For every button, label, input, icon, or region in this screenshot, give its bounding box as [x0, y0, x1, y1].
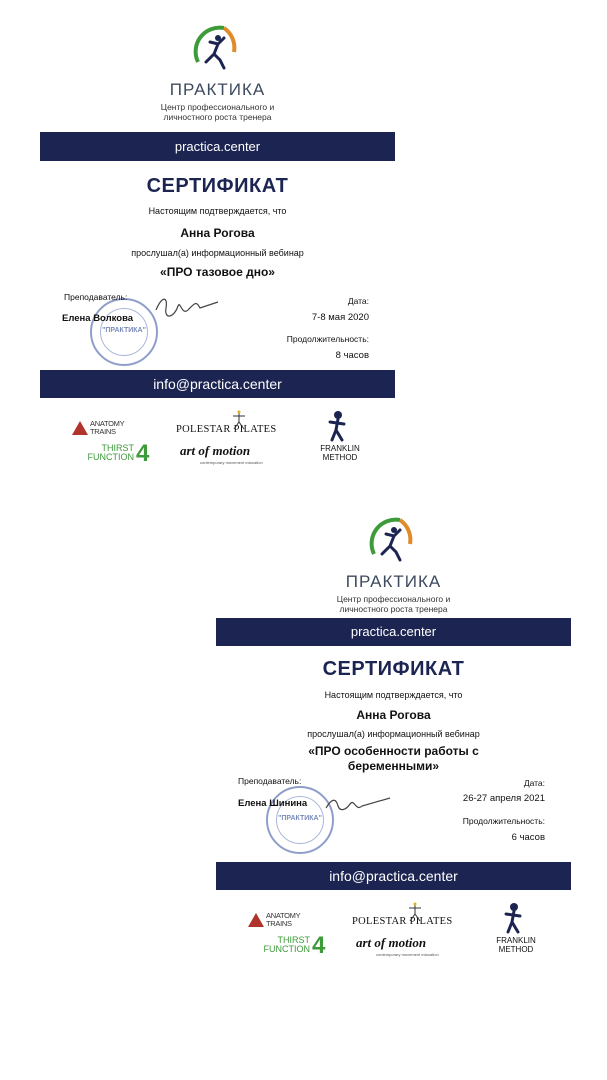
site-band: practica.center — [40, 132, 395, 161]
thirst-line-1: THIRST — [277, 935, 310, 945]
details-block — [216, 774, 571, 856]
course-title-line-1: «ПРО особенности работы с — [308, 744, 479, 758]
brand-name: ПРАКТИКА — [169, 80, 266, 99]
certificate-2 — [216, 510, 571, 964]
attended-text: прослушал(а) информационный вебинар — [307, 729, 480, 739]
date-label: Дата: — [347, 296, 369, 306]
thirst-line-2: FUNCTION — [263, 944, 310, 954]
certificate-title: СЕРТИФИКАТ — [146, 175, 289, 197]
art-of-motion-logo: art of motion — [356, 935, 427, 950]
art-of-motion-subtitle: contemporary movement education — [200, 460, 263, 465]
site-band: practica.center — [216, 618, 571, 646]
thirst-line-1: THIRST — [101, 443, 134, 453]
thirst-line-2: FUNCTION — [87, 452, 134, 462]
duration-value: 8 часов — [335, 350, 369, 361]
stamp-icon — [90, 298, 158, 366]
teacher-label: Преподаватель: — [238, 776, 302, 786]
confirm-text: Настоящим подтверждается, что — [148, 206, 287, 216]
polestar-pilates-logo: POLESTAR PILATES — [176, 424, 277, 435]
anatomy-line-2: TRAINS — [90, 427, 116, 436]
details-block — [40, 280, 395, 361]
art-of-motion-logo: art of motion — [180, 443, 251, 458]
franklin-line-1: FRANKLIN — [320, 444, 360, 453]
anatomy-line-1: ANATOMY — [266, 911, 301, 920]
certificate-1 — [40, 18, 395, 472]
duration-label: Продолжительность: — [286, 334, 369, 344]
subtitle-line-2: личностного роста тренера — [163, 112, 272, 122]
course-title — [40, 265, 395, 280]
triangle-icon — [72, 421, 88, 435]
email-band: info@practica.center — [40, 370, 395, 398]
thirst-number: 4 — [136, 440, 150, 467]
franklin-line-2: METHOD — [498, 945, 534, 954]
partner-logos — [216, 890, 571, 964]
teacher-name: Елена Волкова — [62, 313, 134, 324]
confirm-text: Настоящим подтверждается, что — [324, 690, 463, 700]
course-title-line-2: беременными» — [347, 759, 440, 773]
signature-icon — [152, 290, 222, 324]
brand-subtitle — [40, 102, 395, 122]
duration-value: 6 часов — [511, 832, 545, 843]
stamp-text: "ПРАКТИКА" — [278, 815, 322, 822]
franklin-line-2: METHOD — [322, 453, 358, 462]
thirst-number: 4 — [312, 932, 326, 959]
teacher-name: Елена Шинина — [238, 798, 308, 809]
attended-text: прослушал(а) информационный вебинар — [131, 248, 304, 258]
duration-label: Продолжительность: — [462, 816, 545, 826]
date-value: 7-8 мая 2020 — [311, 312, 369, 323]
triangle-icon — [248, 913, 264, 927]
polestar-figure-icon — [230, 410, 248, 430]
email-band: info@practica.center — [216, 862, 571, 890]
signature-icon — [322, 788, 392, 822]
franklin-method-logo — [488, 936, 544, 954]
art-of-motion-subtitle: contemporary movement education — [376, 952, 439, 957]
participant-name: Анна Рогова — [180, 226, 255, 240]
certificate-title: СЕРТИФИКАТ — [322, 658, 465, 680]
anatomy-line-1: ANATOMY — [90, 419, 125, 428]
anatomy-line-2: TRAINS — [266, 919, 292, 928]
subtitle-line-1: Центр профессионального и — [160, 102, 275, 112]
thirst-function-logo — [74, 442, 154, 468]
date-value: 26-27 апреля 2021 — [462, 793, 545, 804]
thirst-function-logo — [250, 934, 330, 960]
participant-name: Анна Рогова — [356, 708, 431, 722]
anatomy-trains-logo — [72, 420, 142, 440]
course-title — [216, 744, 571, 774]
anatomy-trains-logo — [248, 912, 318, 932]
subtitle-line-2: личностного роста тренера — [339, 604, 448, 614]
praktika-logo-icon — [360, 510, 422, 572]
franklin-method-logo — [312, 444, 368, 462]
logo-block — [216, 510, 571, 618]
course-title-line-1: «ПРО тазовое дно» — [160, 265, 275, 279]
brand-subtitle — [216, 594, 571, 614]
logo-block — [40, 18, 395, 132]
franklin-figure-icon — [326, 410, 348, 442]
franklin-line-1: FRANKLIN — [496, 936, 536, 945]
stamp-text: "ПРАКТИКА" — [102, 327, 146, 334]
teacher-label: Преподаватель: — [64, 292, 128, 302]
partner-logos — [40, 398, 395, 472]
brand-name: ПРАКТИКА — [345, 572, 442, 591]
polestar-pilates-logo: POLESTAR PILATES — [352, 916, 453, 927]
date-label: Дата: — [523, 778, 545, 788]
franklin-figure-icon — [502, 902, 524, 934]
polestar-figure-icon — [406, 902, 424, 922]
praktika-logo-icon — [184, 18, 246, 80]
subtitle-line-1: Центр профессионального и — [336, 594, 451, 604]
